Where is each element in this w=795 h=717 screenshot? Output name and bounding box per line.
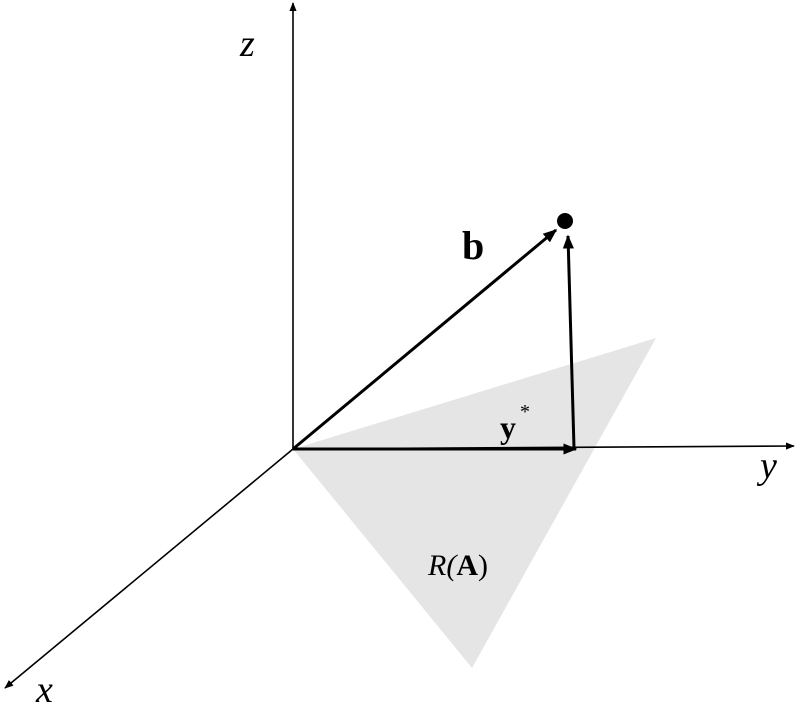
column-space-label-matrix: A — [456, 549, 478, 582]
vector-b-label: b — [462, 223, 485, 268]
z-axis-label: z — [240, 23, 255, 65]
column-space-label-suffix: ) — [478, 549, 488, 582]
x-axis — [5, 449, 293, 688]
projection-label-superscript: * — [520, 401, 530, 423]
point-b — [557, 213, 573, 229]
column-space-label — [427, 549, 488, 582]
y-axis-label: y — [760, 445, 777, 487]
projection-label-base: y — [500, 409, 516, 445]
x-axis-label: x — [36, 669, 53, 711]
column-space-label-prefix: R( — [428, 549, 457, 582]
column-space-plane — [293, 338, 656, 668]
